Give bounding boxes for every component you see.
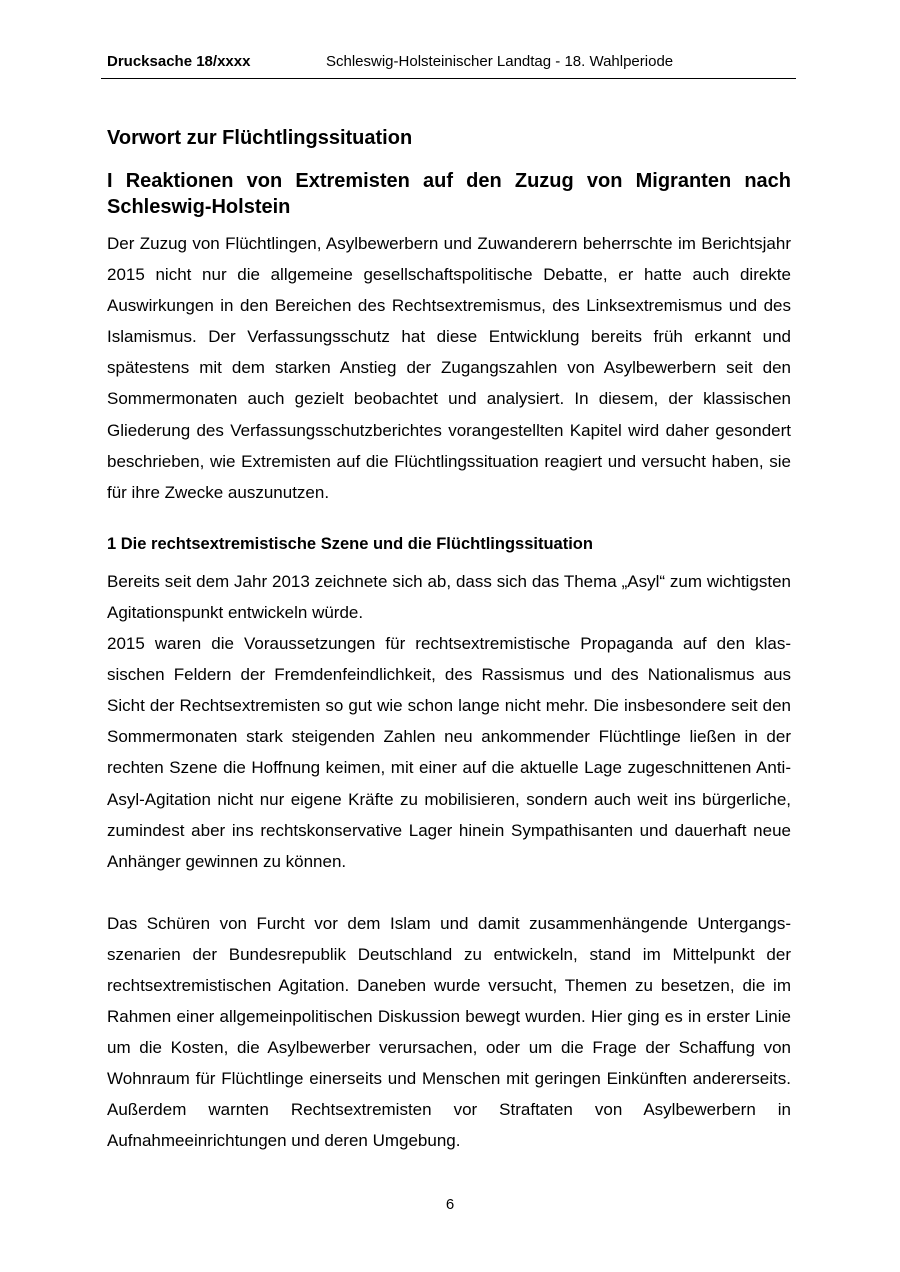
- page-header: [101, 52, 796, 79]
- page-content: [107, 124, 791, 1157]
- body-paragraph: 2015 waren die Voraussetzungen für rechtsextremistische Propaganda auf den klassischen Feldern der Fremdenfeindlichkeit, des Rassismus und des Nationalismus aus Sicht der Rechtsextremisten so gut wie schon lange nicht mehr. Die insbesondere seit den Sommermonaten stark steigenden Zahlen neu ankommender Flüchtlinge ließen in der rechten Szene die Hoffnung keimen, mit einer auf die aktuelle Lage zugeschnittenen Anti-Asyl-Agitation nicht nur eigene Kräfte zu mobilisieren, sondern auch weit ins bürgerliche, zumindest aber ins rechtskonservative Lager hinein Sympathisanten und dauerhaft neue Anhänger gewinnen zu können.: [107, 634, 791, 871]
- body-paragraph: Das Schüren von Furcht vor dem Islam und damit zusammenhängende Untergangsszenarien der Bundesrepublik Deutschland zu entwickeln, stand im Mittelpunkt der rechtsextremistischen Agitation. Daneben wurde versucht, Themen zu besetzen, die im Rahmen einer allgemeinpolitischen Diskussion bewegt wurden. Hier ging es in erster Linie um die Kosten, die Asylbewerber verursachen, oder um die Frage der Schaffung von Wohnraum für Flüchtlinge einerseits und Menschen mit geringen Einkünften andererseits. Außerdem warnten Rechtsextremisten vor Straftaten von Asylbewerbern in Aufnahmeeinrichtungen und deren Umgebung.: [107, 913, 791, 1151]
- document-reference: Drucksache 18/xxxx: [107, 53, 251, 70]
- page-number: 6: [445, 1196, 455, 1213]
- body-paragraph: Der Zuzug von Flüchtlingen, Asylbewerbern und Zuwanderern beherrschte im Berichtsjahr 2015 nicht nur die allgemeine gesellschaftspolitische Debatte, er hatte auch direkte Auswirkungen in den Bereichen des Rechtsextremismus, des Linksextremismus und des Islamismus. Der Verfassungsschutz hat diese Entwicklung bereits früh erkannt und spätestens mit dem starken Anstieg der Zugangszahlen von Asylbewerbern seit den Sommermonaten auch gezielt beobachtet und analysiert. In diesem, der klassischen Gliederung des Verfassungsschutzberichtes vorangestellten Kapitel wird daher gesondert beschrieben, wie Extremisten auf die Flüchtlingssituation reagiert und versucht haben, sie für ihre Zwecke auszunutzen.: [107, 234, 791, 502]
- document-title: Vorwort zur Flüchtlingssituation: [107, 127, 413, 149]
- section-heading: I Reaktionen von Extremisten auf den Zuzug von Migranten nach Schleswig-Holstein: [107, 170, 791, 218]
- body-paragraph: Bereits seit dem Jahr 2013 zeichnete sich ab, dass sich das Thema „Asyl“ zum wichtigsten Agitationspunkt entwickeln würde.: [107, 571, 791, 622]
- subsection-heading: 1 Die rechtsextremistische Szene und die Flüchtlingssituation: [107, 534, 593, 553]
- institution-name: Schleswig-Holsteinischer Landtag - 18. Wahlperiode: [326, 53, 674, 70]
